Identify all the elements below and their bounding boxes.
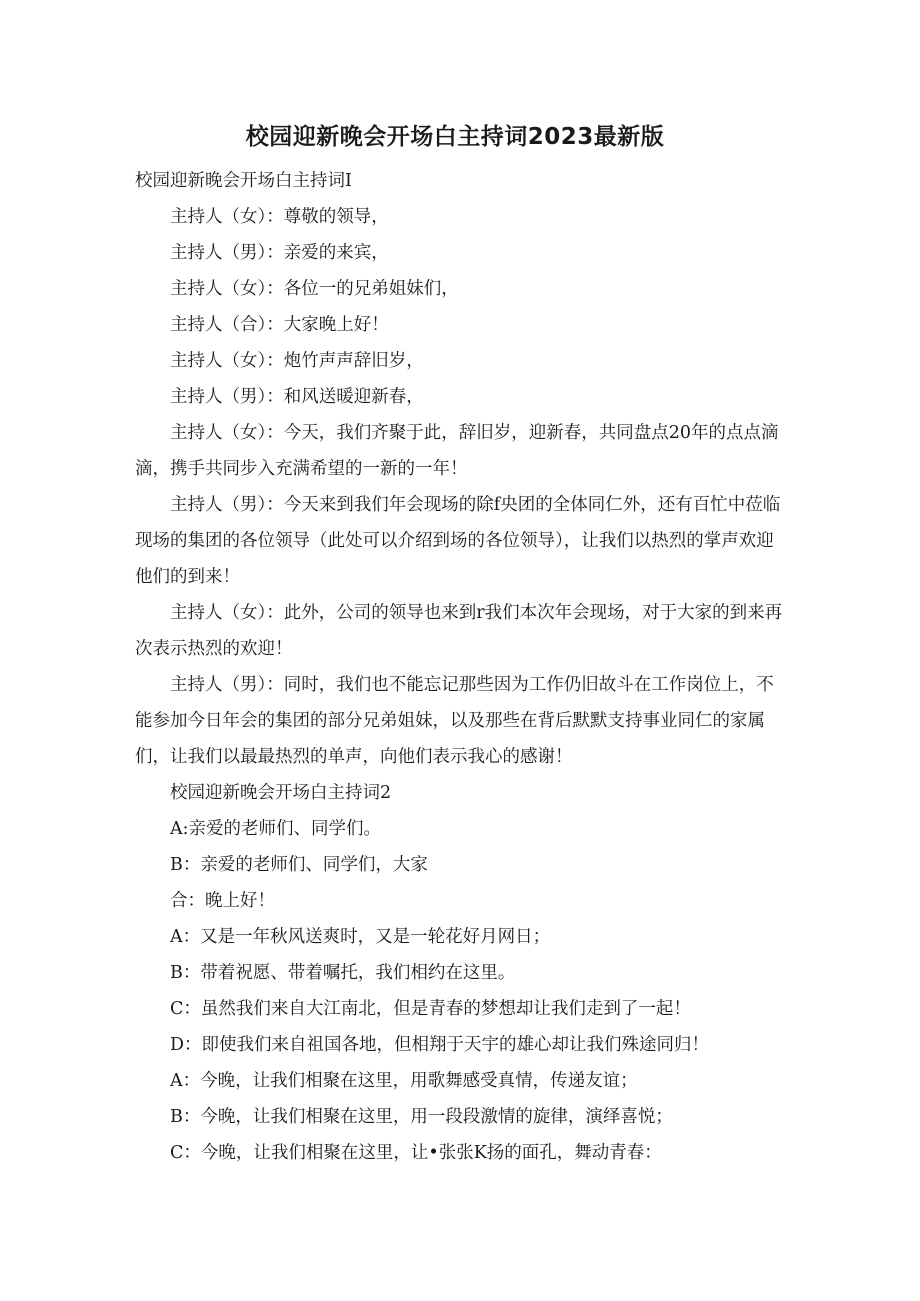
section-heading: 校园迎新晚会开场白主持词I [135,171,352,191]
paragraph: B：亲爱的老师们、同学们，大家 [170,855,428,875]
paragraph: 主持人（女）：尊敬的领导， [170,207,389,227]
paragraph: B：带着祝愿、带着嘱托，我们相约在这里。 [170,963,516,983]
paragraph: A:亲爱的老师们、同学们。 [170,819,382,839]
document-body [135,163,785,1171]
paragraph: 主持人（女）：此外，公司的领导也来到r我们本次年会现场，对于大家的到来再次表示热烈的欢迎！ [135,603,783,659]
paragraph: B：今晚，让我们相聚在这里，用一段段激情的旋律，演绎喜悦； [170,1107,673,1127]
paragraph: C：虽然我们来自大江南北，但是青春的梦想却让我们走到了一起！ [170,999,691,1019]
paragraph: 主持人（男）：同时，我们也不能忘记那些因为工作仍旧故斗在工作岗位上，不能参加今日年会的集团的部分兄弟姐妹，以及那些在背后默默支持事业同仁的家属们，让我们以最最热烈的单声，向他们表示我心的感谢！ [135,675,774,767]
paragraph: 主持人（男）：今天来到我们年会现场的除f央团的全体同仁外，还有百忙中莅临现场的集团的各位领导（此处可以介绍到场的各位领导），让我们以热烈的掌声欢迎他们的到来！ [135,495,781,587]
paragraph: 主持人（女）：今天，我们齐聚于此，辞旧岁，迎新春，共同盘点20年的点点滴滴，携手共同步入充满希望的一新的一年！ [135,423,779,479]
paragraph: 合：晚上好！ [170,891,275,911]
paragraph: C：今晚，让我们相聚在这里，让•张张K扬的面孔，舞动青春： [170,1143,662,1163]
section-heading: 校园迎新晚会开场白主持词2 [170,783,392,803]
paragraph: 主持人（男）：亲爱的来宾， [170,243,389,263]
paragraph: D：即使我们来自祖国各地，但相翔于天宇的雄心却让我们殊途同归！ [170,1035,710,1055]
paragraph: 主持人（女）：各位一的兄弟姐妹们， [170,279,459,299]
paragraph: A：今晚，让我们相聚在这里，用歌舞感受真情，传递友谊； [170,1071,638,1091]
paragraph: A：又是一年秋风送爽时，又是一轮花好月网日； [170,927,551,947]
document-title: 校园迎新晚会开场白主持词2023最新版 [245,124,665,150]
paragraph: 主持人（合）：大家晚上好！ [170,315,389,335]
paragraph: 主持人（男）：和风送暖迎新春， [170,387,424,407]
paragraph: 主持人（女）：炮竹声声辞旧岁， [170,351,424,371]
